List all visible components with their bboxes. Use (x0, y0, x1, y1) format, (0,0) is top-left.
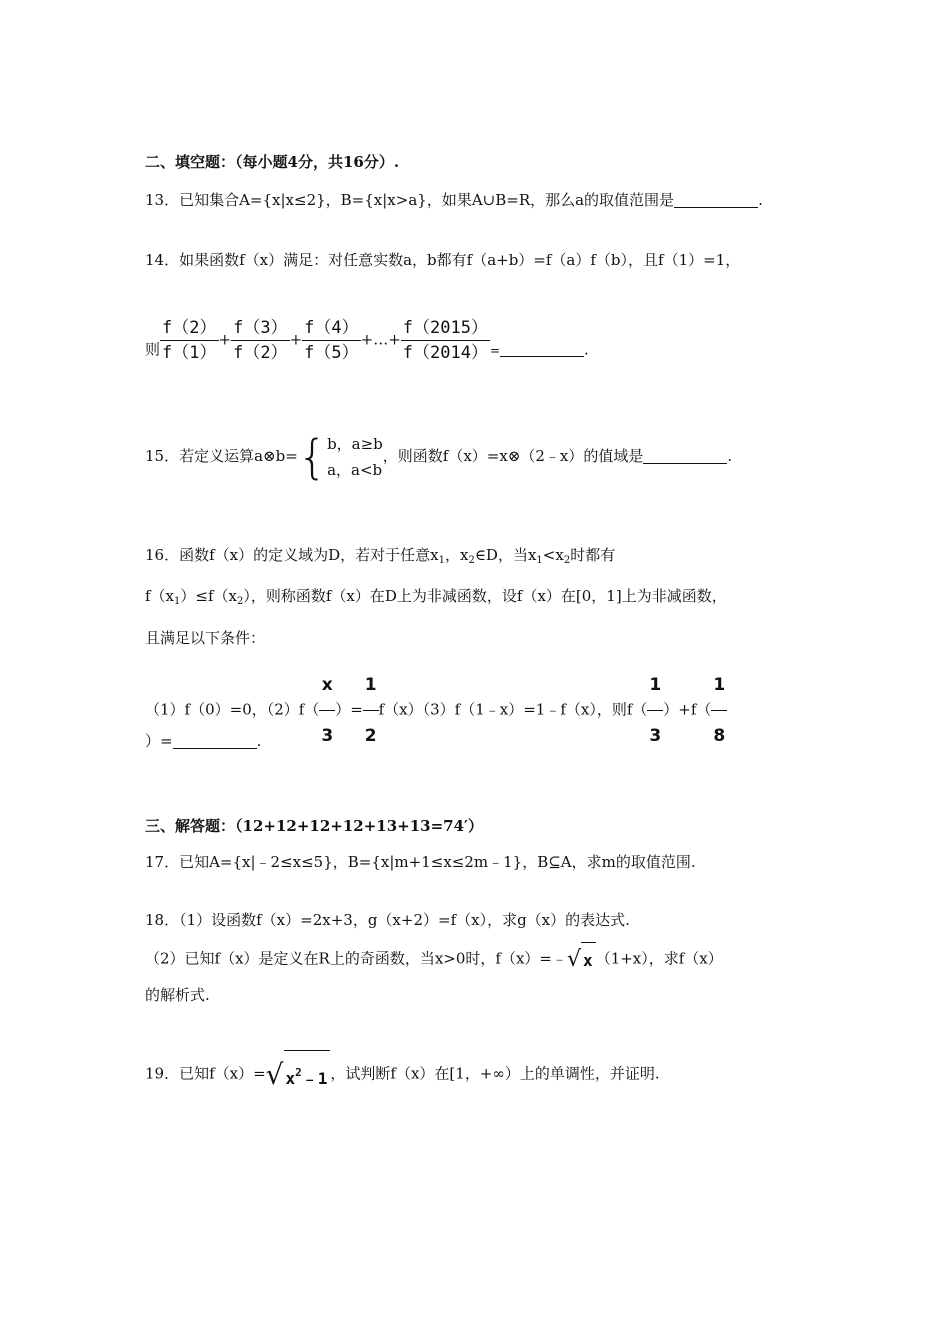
fraction-1-8: $\frac{1}{8}$ (711, 662, 727, 759)
fraction-f2-f1: $\frac{f(2)}{f(1)}$ (162, 318, 217, 363)
question-14: 14．如果函数f（x）满足：对任意实数a，b都有f（a+b）=f（a）f（b），且f（1）=1， (145, 251, 741, 269)
answer-blank-15[interactable] (643, 447, 727, 464)
fraction-f2015-f2014: $\frac{f(2015)}{f(2014)}$ (402, 318, 488, 363)
fraction-f3-f2: $\frac{f(3)}{f(2)}$ (233, 318, 288, 363)
question-18-line-3: 的解析式. (145, 986, 210, 1004)
fraction-x-3: $\frac{x}{3}$ (319, 662, 335, 759)
answer-blank-16[interactable] (173, 732, 257, 749)
question-14-expression: 则 $\frac{f(2)}{f(1)}$ + $\frac{f(3)}{f(2)}$ + $\frac{f(4)}{f(5)}$ +…+ $\frac{f(2015)}{f(2014)}$ $_=$ . (145, 318, 589, 363)
question-19: 19．已知f（x）=√ $x^2﹣1$ ，试判断f（x）在[1，+∞）上的单调性，并证明. (145, 1050, 660, 1099)
question-16-line-3: 且满足以下条件： (145, 629, 266, 647)
question-18-line-1: 18．（1）设函数f（x）=2x+3，g（x+2）=f（x），求g（x）的表达式. (145, 911, 630, 929)
question-16-line-5: ）= . (145, 732, 262, 750)
square-root-x2-minus-1: √ $x^2﹣1$ (266, 1050, 331, 1099)
fraction-f4-f5: $\frac{f(4)}{f(5)}$ (304, 318, 359, 363)
section-2-title: 二、填空题：（每小题4分，共16分）. (145, 153, 400, 171)
question-13: 13．已知集合A={x|x≤2}，B={x|x>a}，如果A∪B=R，那么a的取值范围是 . (145, 191, 763, 209)
question-17: 17．已知A={x|﹣2≤x≤5}，B={x|m+1≤x≤2m﹣1}，B⊆A，求m的取值范围. (145, 853, 696, 871)
question-16-line-1: 16．函数f（x）的定义域为D，若对于任意$x_1$，$x_2\in D$，当$x_1<x_2$时都有 (145, 546, 616, 566)
square-root-x: √ x (567, 942, 596, 977)
fraction-1-2: $\frac{1}{2}$ (363, 662, 379, 759)
question-15: 15．若定义运算a⊗b={ b，a≥b a，a<b ，则函数f（x）=x⊗（2﹣x）的值域是 . (145, 430, 733, 484)
question-16-line-4: （1）f（0）=0，（2）f（ $\frac{x}{3}$ ）= $\frac{1}{2}$ f（x）（3）f（1﹣x）=1﹣f（x），则f（ $\frac{1}{3}$ ）+f（ $\frac{1}{8}$ (145, 662, 727, 759)
answer-blank-13[interactable] (674, 191, 758, 208)
question-16-line-2: $f(x_1)\le f(x_2)$，则称函数f（x）在D上为非减函数，设f（x）在[0，1]上为非减函数， (145, 587, 727, 607)
answer-blank-14[interactable] (500, 340, 584, 357)
left-brace-icon: { (297, 430, 328, 484)
question-13-text: 13．已知集合A={x|x≤2}，B={x|x>a}，如果A∪B=R，那么a的取值范围是 (145, 191, 675, 209)
piecewise-cases: b，a≥b a，a<b (327, 435, 383, 479)
section-3-title: 三、解答题：（12+12+12+12+13+13=74′） (145, 817, 483, 835)
fraction-1-3: $\frac{1}{3}$ (647, 662, 663, 759)
question-18-line-2: （2）已知f（x）是定义在R上的奇函数，当x>0时，f（x）=﹣√ x （1+x），求f（x） (145, 942, 723, 977)
